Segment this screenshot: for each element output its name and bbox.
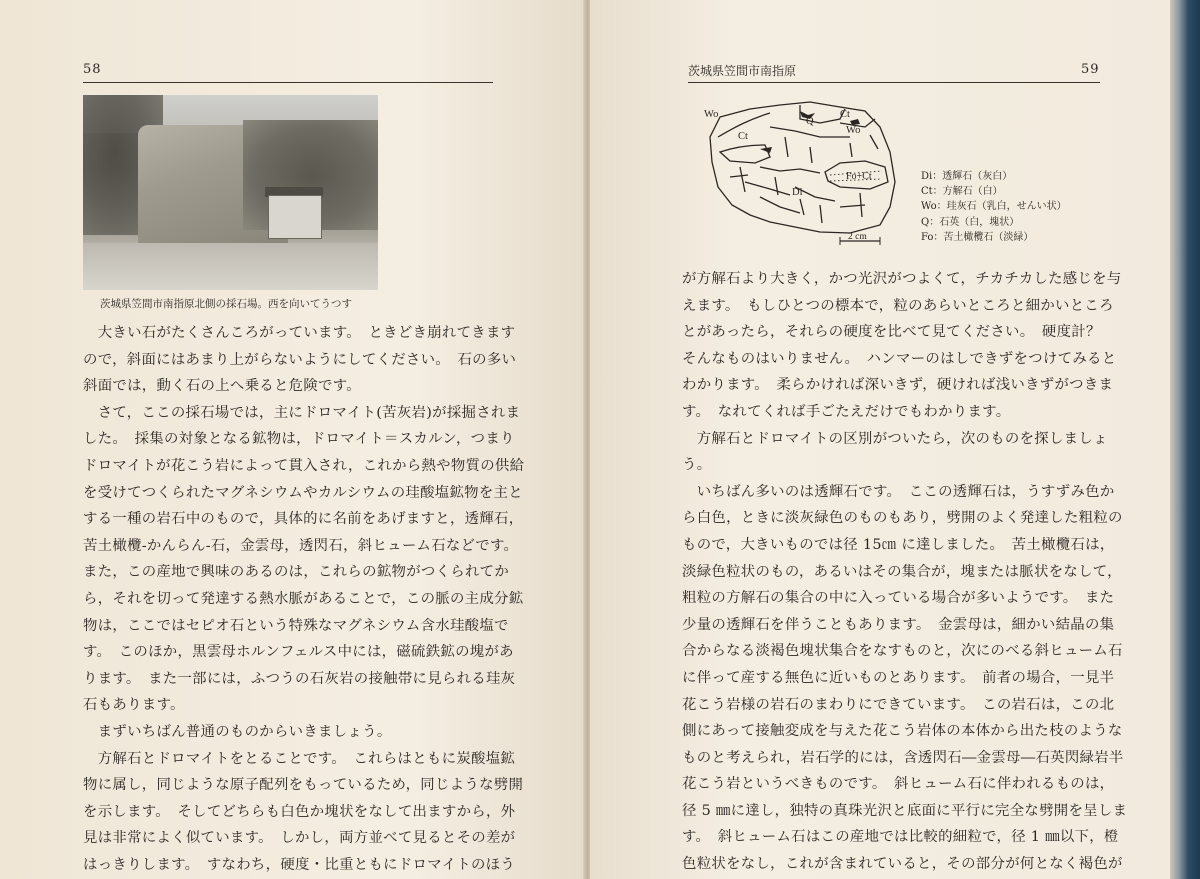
text-line: 物に属し，同じような原子配列をもっているため，同じような劈開 (83, 777, 524, 794)
text-line: する一種の岩石中のもので，具体的に名前をあげますと，透輝石， (83, 511, 524, 528)
text-line: わかります。 柔らかければ深いきず，硬ければ浅いきずがつきま (682, 377, 1114, 394)
text-line: した。 採集の対象となる鉱物は，ドロマイト＝スカルン，つまり (83, 431, 515, 448)
legend-item: Di：透輝石（灰白） (921, 171, 1013, 182)
text-line: 粗粒の方解石の集合の中に入っている場合が多いようです。 また (682, 590, 1115, 607)
text-line: ら，それを切って発達する熱水脈があることで，この脈の主成分鉱 (83, 590, 524, 607)
text-line: はっきりします。 すなわち，硬度・比重ともにドロマイトのほう (83, 856, 516, 873)
text-line: を受けてつくられたマグネシウムやカルシウムの珪酸塩鉱物を主と (83, 484, 523, 501)
left-body-text (83, 320, 525, 878)
text-line: とがあったら，それらの硬度を比べて見てください。 硬度計？ (682, 324, 1101, 341)
text-line: に伴って産する無色に近いものとあります。 前者の場合，一見半 (682, 669, 1115, 686)
text-line: す。 斜ヒューム石はこの産地では比較的細粒で，径 1 ㎜以下，橙 (682, 829, 1119, 846)
text-line: 合からなる淡褐色塊状集合をなすものと，次にのべる斜ヒューム石 (682, 643, 1123, 660)
mineral-legend (921, 169, 1067, 245)
text-line: 方解石とドロマイトをとることです。 これらはともに炭酸塩鉱 (83, 750, 516, 767)
text-line: う。 (682, 457, 712, 474)
quarry-photo (83, 95, 378, 290)
text-line: 物は，ここではセピオ石という特殊なマグネシウム含水珪酸塩で (83, 617, 509, 634)
text-line: いちばん多いのは透輝石です。 ここの透輝石は，うすずみ色か (682, 483, 1115, 500)
legend-item: Fo：苦土橄欖石（淡緑） (921, 231, 1034, 243)
legend-item: Wo：珪灰石（乳白，せんい状） (921, 201, 1067, 213)
text-line: えます。 もしひとつの標本で，粒のあらいところと細かいところ (682, 297, 1114, 314)
left-header-rule (83, 82, 493, 83)
text-line: 淡緑色粒状のもの，あるいはその集合が，塊または脈状をなして， (682, 563, 1122, 580)
book-cover-edge (1170, 0, 1200, 879)
legend-item: Ct：方解石（白） (921, 186, 1003, 198)
legend-item: Q：石英（白，塊状） (921, 216, 1020, 228)
text-line: ので，斜面にはあまり上がらないようにしてください。 石の多い (83, 351, 517, 368)
text-line: 側にあって接触変成を与えた花こう岩体の本体から出た枝のような (682, 723, 1123, 740)
text-line: さて，ここの採石場では，主にドロマイト(苦灰岩)が採掘されま (83, 404, 521, 421)
diagram-label-wo: Wo (704, 109, 719, 120)
text-line: 径 5 ㎜に達し，独特の真珠光沢と底面に平行に完全な劈開を呈しま (682, 802, 1128, 819)
text-line: を示します。 そしてどちらも白色か塊状をなして出ますから，外 (83, 803, 516, 820)
diagram-label-ct-upper: Ct (840, 109, 850, 120)
text-line: 斜面では，動く石の上へ乗ると危険です。 (83, 378, 361, 395)
text-line: 石もあります。 (83, 697, 185, 714)
photo-caption: 茨城県笠間市南指原北側の採石場。西を向いてうつす (100, 298, 352, 310)
text-line: ります。 また一部には，ふつうの石灰岩の接触帯に見られる珪灰 (83, 670, 516, 687)
diagram-label-ct: Ct (738, 131, 748, 142)
text-line: 見は非常によく似ています。 しかし，両方並べて見るとその差が (83, 830, 516, 847)
text-line: 大きい石がたくさんころがっています。 ときどき崩れてきます (83, 325, 516, 341)
text-line: ら白色，ときに淡灰緑色のものもあり，劈開のよく発達した粗粒の (682, 510, 1123, 527)
text-line: もので，大きいものでは径 15㎝ に達しました。 苦土橄欖石は， (682, 536, 1115, 553)
right-page-number: 59 (1081, 62, 1100, 77)
text-line: す。 なれてくれば手ごたえだけでもわかります。 (682, 403, 1011, 420)
left-page-number: 58 (83, 62, 102, 77)
text-line: そんなものはいりません。 ハンマーのはしできずをつけてみると (682, 350, 1117, 367)
text-line: す。 このほか，黒雲母ホルンフェルス中には，磁硫鉄鉱の塊があ (83, 644, 514, 661)
diagram-label-fo-ct: Fo+Ct (846, 171, 872, 182)
diagram-label-q: Q (806, 116, 814, 127)
right-header-rule (688, 82, 1100, 83)
text-line: 苦土橄欖-かんらん-石，金雲母，透閃石，斜ヒューム石などです。 (83, 537, 519, 554)
specimen-sketch (700, 97, 920, 247)
text-line: 色粒状をなし，これが含まれていると，その部分が何となく褐色が (682, 856, 1123, 873)
diagram-label-wo-right: Wo (846, 125, 861, 136)
text-line: 花こう岩というべきものです。 斜ヒューム石に伴われるものは， (682, 776, 1115, 793)
text-line: 花こう岩様の岩石のまわりにできています。 この岩石は，この北 (682, 696, 1115, 713)
text-line: ものと考えられ，岩石学的には，含透閃石―金雲母―石英閃緑岩半 (682, 749, 1124, 766)
diagram-label-di: Di (792, 187, 803, 198)
text-line: ドロマイトが花こう岩によって貫入され，これから熱や物質の供給 (83, 457, 525, 474)
diagram-scale-label: 2 cm (848, 232, 867, 242)
text-line: 少量の透輝石を伴うこともあります。 金雲母は，細かい結晶の集 (682, 616, 1115, 633)
text-line: まずいちばん普通のものからいきましょう。 (83, 723, 392, 740)
text-line: 方解石とドロマイトの区別がついたら，次のものを探しましょ (682, 430, 1108, 447)
running-head: 茨城県笠間市南指原 (688, 64, 797, 78)
text-line: また，この産地で興味のあるのは，これらの鉱物がつくられてか (83, 564, 510, 581)
text-line: が方解石より大きく，かつ光沢がつよくて，チカチカした感じを与 (682, 271, 1122, 287)
right-body-text (682, 266, 1128, 878)
